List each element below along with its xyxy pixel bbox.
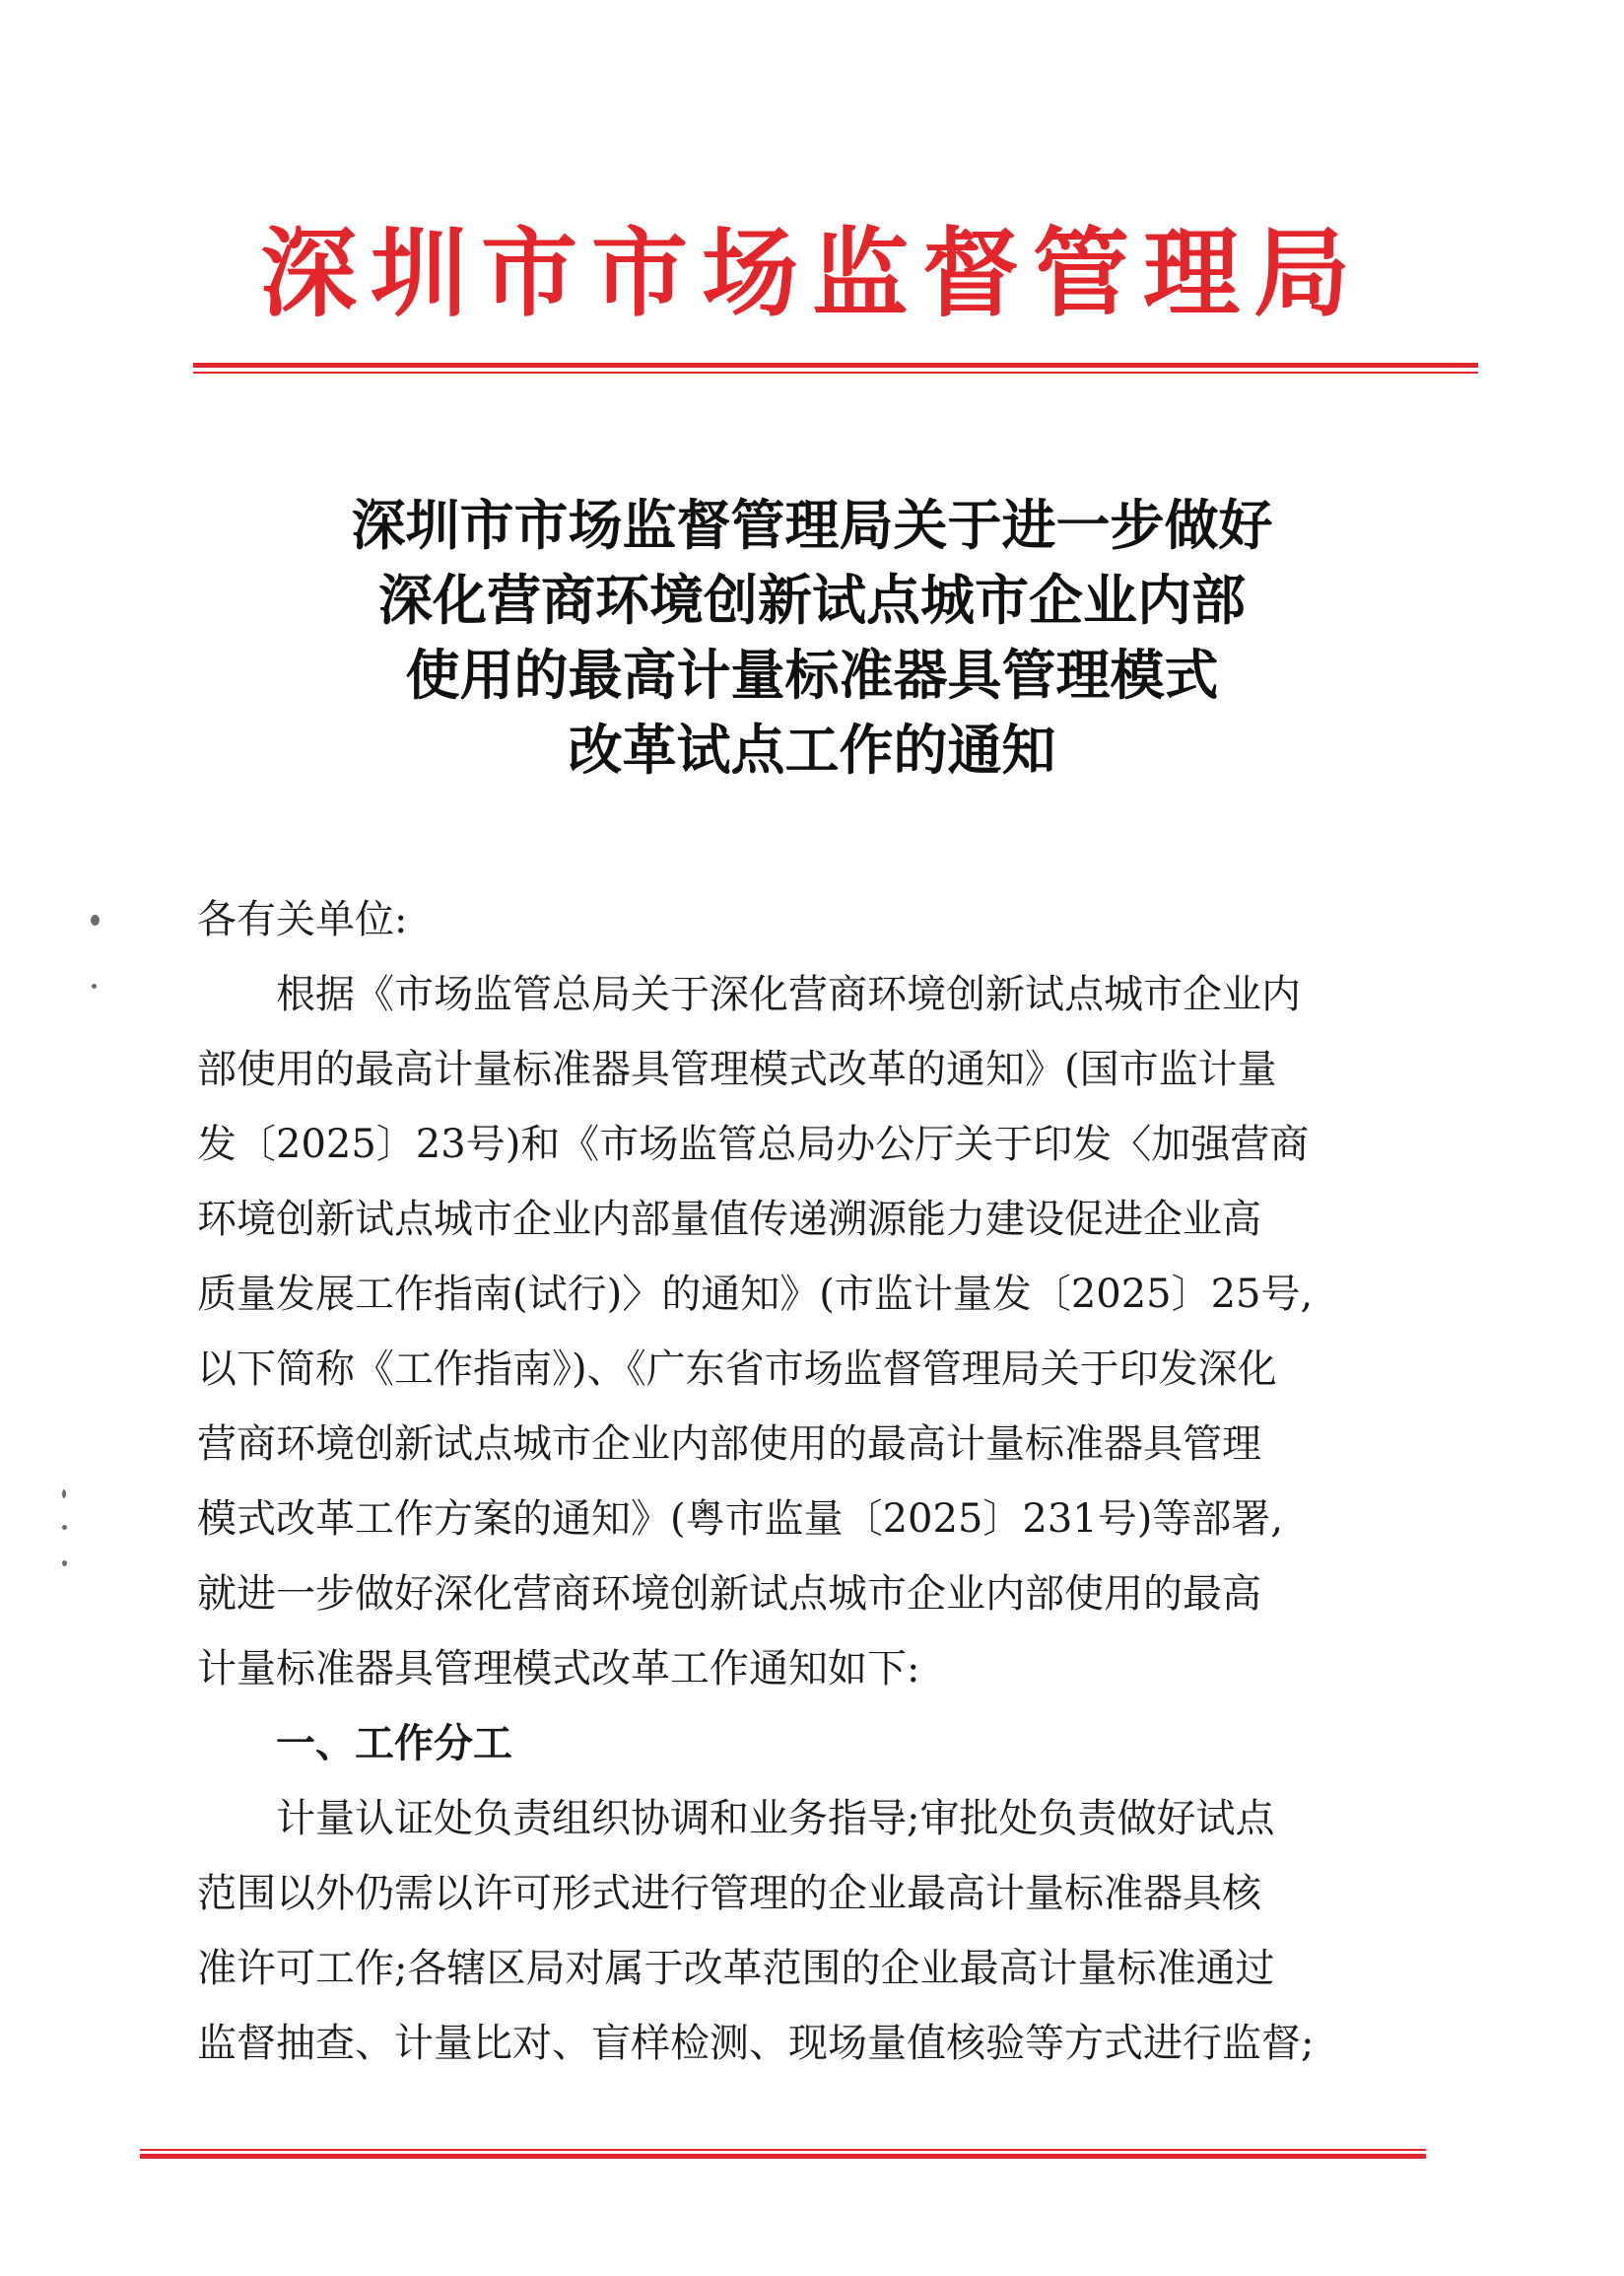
paragraph-1-line: 质量发展工作指南(试行)〉的通知》(市监计量发〔2025〕25号, bbox=[197, 1272, 1314, 1317]
binding-hole-mark bbox=[92, 984, 97, 989]
paragraph-1-line: 营商环境创新试点城市企业内部使用的最高计量标准器具管理 bbox=[197, 1421, 1261, 1467]
masthead-rule-thick bbox=[193, 363, 1478, 368]
binding-hole-mark bbox=[91, 915, 100, 926]
document-body bbox=[197, 882, 1419, 2081]
title-line-4: 改革试点工作的通知 bbox=[568, 718, 1056, 782]
title-line-1: 深圳市市场监督管理局关于进一步做好 bbox=[351, 493, 1273, 557]
paragraph-2-line: 范围以外仍需以许可形式进行管理的企业最高计量标准器具核 bbox=[197, 1871, 1261, 1916]
binding-hole-mark bbox=[62, 1560, 67, 1566]
paragraph-1-line: 部使用的最高计量标准器具管理模式改革的通知》(国市监计量 bbox=[197, 1047, 1277, 1092]
section-1-heading: 一、工作分工 bbox=[276, 1721, 512, 1766]
paragraph-1-line: 计量标准器具管理模式改革工作通知如下: bbox=[197, 1646, 920, 1691]
binding-hole-mark bbox=[62, 1525, 67, 1530]
document-title bbox=[197, 488, 1427, 788]
paragraph-1-line: 模式改革工作方案的通知》(粤市监量〔2025〕231号)等部署, bbox=[197, 1496, 1284, 1542]
paragraph-1-line: 环境创新试点城市企业内部量值传递溯源能力建设促进企业高 bbox=[197, 1197, 1261, 1242]
paragraph-2-line: 计量认证处负责组织协调和业务指导;审批处负责做好试点 bbox=[276, 1796, 1275, 1841]
masthead-rule-thin bbox=[193, 372, 1478, 374]
binding-hole-mark bbox=[62, 1489, 66, 1498]
paragraph-1-line: 根据《市场监管总局关于深化营商环境创新试点城市企业内 bbox=[276, 972, 1301, 1017]
footer-rule-thick bbox=[140, 2154, 1426, 2159]
paragraph-1-line: 发〔2025〕23号)和《市场监管总局办公厅关于印发〈加强营商 bbox=[197, 1122, 1310, 1167]
paragraph-1-line: 以下简称《工作指南》)、《广东省市场监督管理局关于印发深化 bbox=[197, 1346, 1277, 1392]
agency-masthead: 深圳市市场监督管理局 bbox=[259, 218, 1364, 330]
title-line-3: 使用的最高计量标准器具管理模式 bbox=[405, 643, 1219, 707]
title-line-2: 深化营商环境创新试点城市企业内部 bbox=[377, 568, 1246, 632]
paragraph-2-line: 监督抽查、计量比对、盲样检测、现场量值核验等方式进行监督; bbox=[197, 2021, 1315, 2066]
footer-rule-thin bbox=[140, 2149, 1426, 2151]
paragraph-2-line: 准许可工作;各辖区局对属于改革范围的企业最高计量标准通过 bbox=[197, 1946, 1275, 1991]
salutation: 各有关单位: bbox=[197, 897, 408, 942]
paragraph-1-line: 就进一步做好深化营商环境创新试点城市企业内部使用的最高 bbox=[197, 1571, 1261, 1617]
